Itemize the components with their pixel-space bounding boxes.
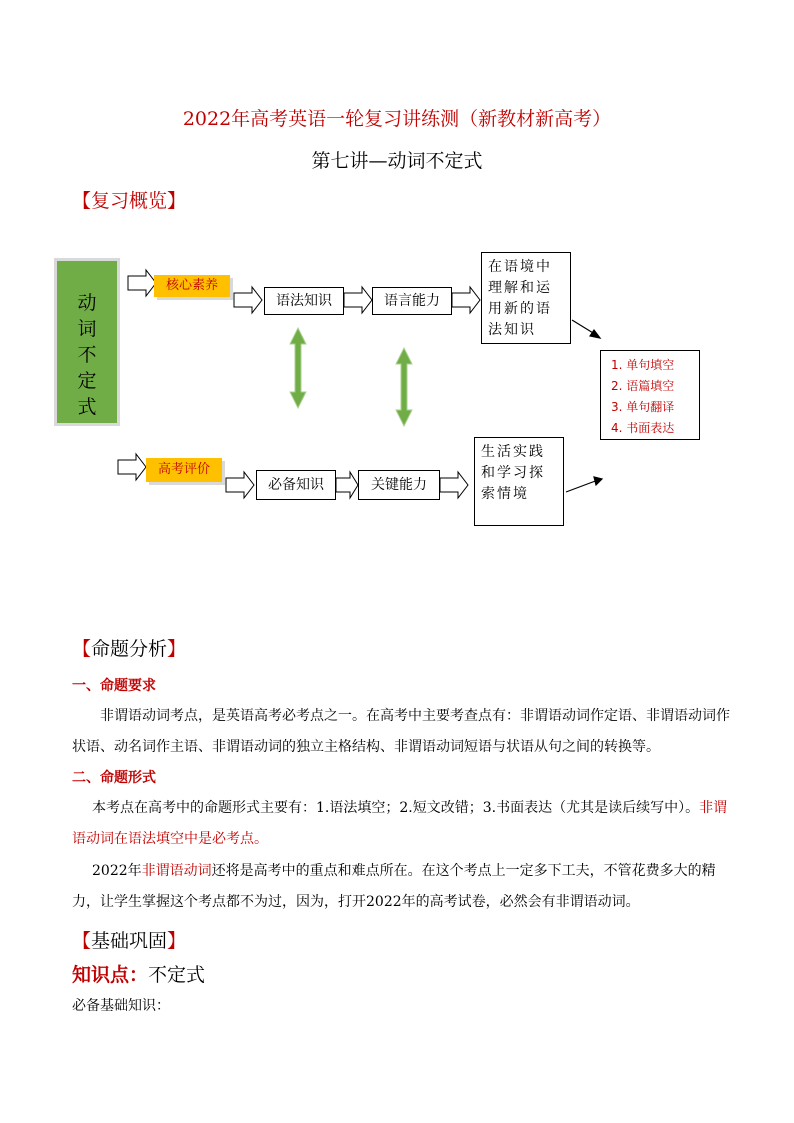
knowledge-point-label: 知识点： bbox=[72, 964, 149, 986]
root-char: 动 bbox=[77, 292, 97, 314]
knowledge-point bbox=[72, 960, 205, 987]
requirement-text: 非谓语动词考点，是英语高考必考点之一。在高考中主要考查点有：非谓语动词作定语、非谓语动词作状语、动名词作主语、非谓语动词的独立主格结构、非谓语动词短语与状语从句之间的转换等。 bbox=[72, 708, 730, 755]
basics-heading-text: 基础巩固 bbox=[91, 930, 168, 952]
arrow-root-to-bottom-tag bbox=[118, 454, 146, 480]
analysis-heading-text: 命题分析 bbox=[91, 638, 168, 660]
context-application-box: 在语境中理解和运用新的语法知识 bbox=[481, 252, 571, 344]
arrow-ability-to-context bbox=[452, 287, 480, 313]
grammar-knowledge-box: 语法知识 bbox=[264, 287, 344, 315]
requirement-title: 一、命题要求 bbox=[72, 678, 156, 694]
question-types-list bbox=[611, 355, 699, 439]
document-title: 2022年高考英语一轮复习讲练测（新教材新高考） bbox=[182, 108, 612, 130]
form-text-1a: 本考点在高考中的命题形式主要有：1.语法填空；2.短文改错；3.书面表达（尤其是读后续写中）。 bbox=[92, 800, 700, 816]
arrow-tag-to-essentials bbox=[226, 472, 254, 498]
question-types-box bbox=[600, 350, 700, 440]
root-char: 不 bbox=[77, 344, 97, 366]
bracket-close: 】 bbox=[167, 190, 187, 212]
form-text-2a: 2022年 bbox=[92, 863, 142, 879]
knowledge-point-text: 不定式 bbox=[148, 964, 206, 986]
question-type-item: 2. 语篇填空 bbox=[611, 379, 675, 393]
form-text-2c: 还将是高考中的重点和难点所在。在这个考点上一定多下工夫，不管花费多大的精力，让学生掌握这个考点都不为过，因为，打开2022年的高考试卷，必然会有非谓语动词。 bbox=[72, 863, 716, 910]
form-text-2b: 非谓语动词 bbox=[141, 863, 212, 879]
analysis-heading bbox=[72, 634, 186, 661]
essential-knowledge-box: 必备知识 bbox=[256, 470, 336, 500]
form-title: 二、命题形式 bbox=[72, 770, 156, 786]
arrow-essentials-to-key bbox=[336, 472, 358, 498]
basics-heading bbox=[72, 926, 186, 953]
double-arrow-right bbox=[396, 348, 412, 426]
form-text-1 bbox=[72, 793, 732, 855]
essentials-label: 必备基础知识： bbox=[72, 998, 170, 1014]
bracket-close: 】 bbox=[167, 930, 187, 952]
bracket-open: 【 bbox=[72, 930, 92, 952]
root-char: 式 bbox=[77, 396, 97, 418]
bracket-close: 】 bbox=[167, 638, 187, 660]
language-ability-box: 语言能力 bbox=[372, 287, 452, 315]
core-literacy-tag: 核心素养 bbox=[154, 275, 230, 297]
life-practice-box: 生活实践和学习探索情境 bbox=[474, 437, 564, 526]
arrow-root-to-top-tag bbox=[128, 270, 156, 296]
root-char: 定 bbox=[77, 370, 97, 392]
form-text-2 bbox=[72, 856, 732, 918]
question-type-item: 4. 书面表达 bbox=[611, 421, 675, 435]
overview-heading-text: 复习概览 bbox=[91, 190, 168, 212]
arrow-key-to-situation bbox=[440, 472, 468, 498]
exam-evaluation-tag: 高考评价 bbox=[146, 458, 222, 482]
double-arrow-left bbox=[290, 328, 306, 408]
question-type-item: 1. 单句填空 bbox=[611, 358, 675, 372]
document-subtitle: 第七讲—动词不定式 bbox=[311, 150, 483, 172]
question-type-item: 3. 单句翻译 bbox=[611, 400, 675, 414]
form-text-1b: 非谓语动词在语法填空中是必考点。 bbox=[72, 800, 728, 847]
bracket-open: 【 bbox=[72, 190, 92, 212]
root-char: 词 bbox=[77, 318, 97, 340]
arrow-situation-to-result bbox=[566, 480, 598, 492]
arrow-grammar-to-ability bbox=[344, 287, 372, 313]
bracket-open: 【 bbox=[72, 638, 92, 660]
arrow-tag-to-grammar bbox=[234, 287, 262, 313]
key-ability-box: 关键能力 bbox=[358, 470, 440, 500]
